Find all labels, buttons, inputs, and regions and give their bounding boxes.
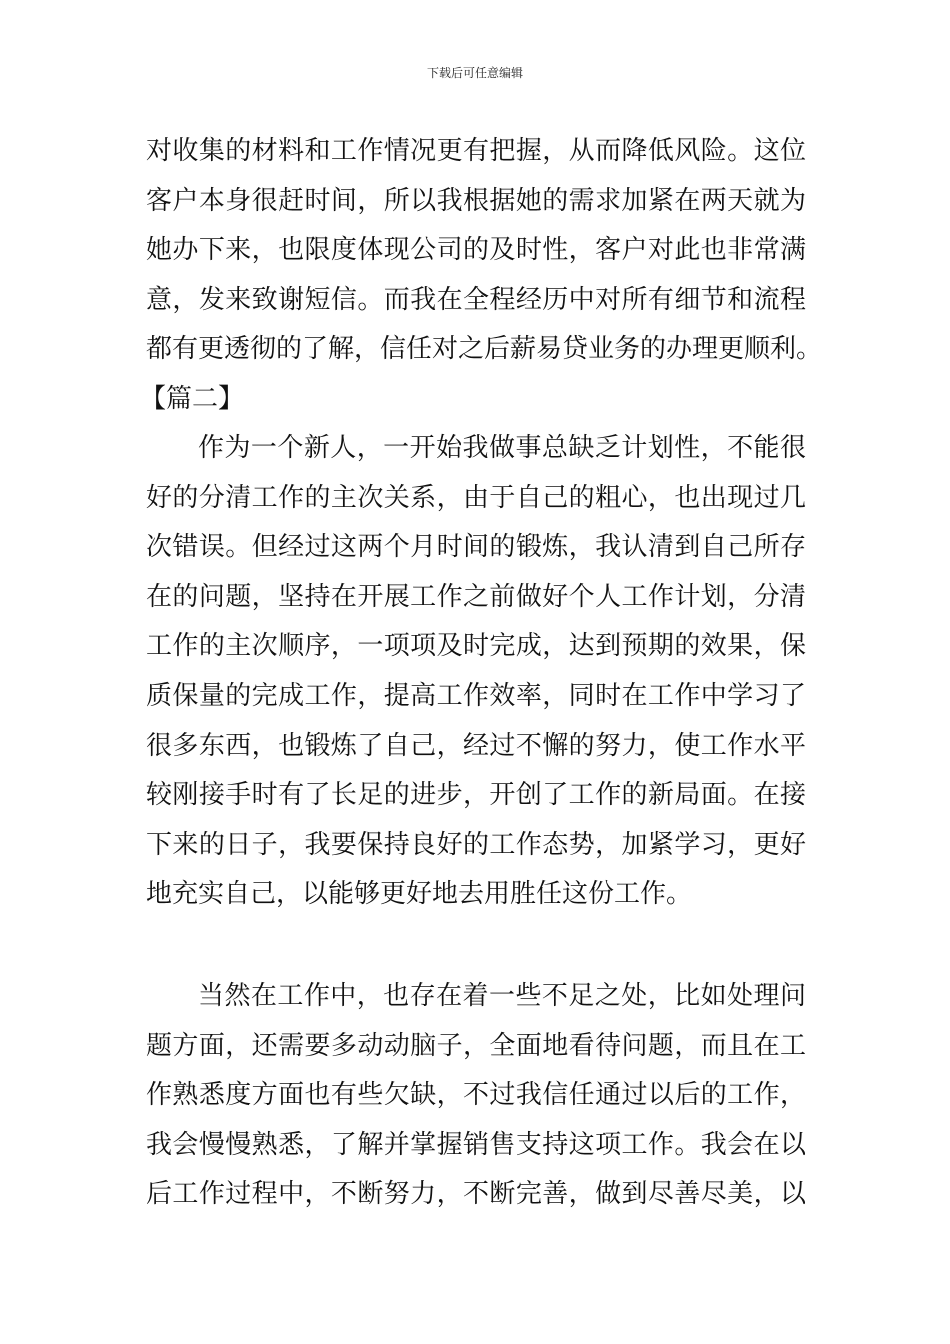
text-line: 好的分清工作的主次关系，由于自己的粗心，也出现过几 <box>146 482 806 513</box>
text-line: 下来的日子，我要保持良好的工作态势，加紧学习，更好 <box>146 829 806 860</box>
paragraph-3 <box>146 972 806 1220</box>
paragraph-2 <box>146 424 806 920</box>
text-line: 她办下来，也限度体现公司的及时性，客户对此也非常满 <box>146 235 806 266</box>
text-line: 意，发来致谢短信。而我在全程经历中对所有细节和流程 <box>146 284 806 315</box>
text-line: 我会慢慢熟悉，了解并掌握销售支持这项工作。我会在以 <box>146 1129 806 1160</box>
section-heading <box>140 375 806 425</box>
text-line: 工作的主次顺序，一项项及时完成，达到预期的效果，保 <box>146 631 806 662</box>
text-line: 当然在工作中，也存在着一些不足之处，比如处理问 <box>198 981 806 1011</box>
text-line: 较刚接手时有了长足的进步，开创了工作的新局面。在接 <box>146 780 806 811</box>
text-line: 作为一个新人，一开始我做事总缺乏计划性，不能很 <box>198 433 806 463</box>
text-line: 后工作过程中，不断努力，不断完善，做到尽善尽美，以 <box>146 1179 806 1210</box>
text-line: 作熟悉度方面也有些欠缺，不过我信任通过以后的工作， <box>146 1080 806 1111</box>
section-heading-text: 【篇二】 <box>140 384 245 414</box>
page-header: 下载后可任意编辑 <box>426 66 523 80</box>
paragraph-1 <box>146 127 823 375</box>
text-line: 次错误。但经过这两个月时间的锻炼，我认清到自己所存 <box>146 532 806 563</box>
text-line: 都有更透彻的了解，信任对之后薪易贷业务的办理更顺利。 <box>146 334 823 365</box>
text-line: 对收集的材料和工作情况更有把握，从而降低风险。这位 <box>146 136 806 166</box>
text-line: 在的问题，坚持在开展工作之前做好个人工作计划，分清 <box>146 581 806 612</box>
text-line: 地充实自己，以能够更好地去用胜任这份工作。 <box>146 879 693 910</box>
text-line: 很多东西，也锻炼了自己，经过不懈的努力，使工作水平 <box>146 730 806 761</box>
text-line: 题方面，还需要多动动脑子，全面地看待问题，而且在工 <box>146 1030 806 1061</box>
text-line: 质保量的完成工作，提高工作效率，同时在工作中学习了 <box>146 680 806 711</box>
text-line: 客户本身很赶时间，所以我根据她的需求加紧在两天就为 <box>146 185 806 216</box>
